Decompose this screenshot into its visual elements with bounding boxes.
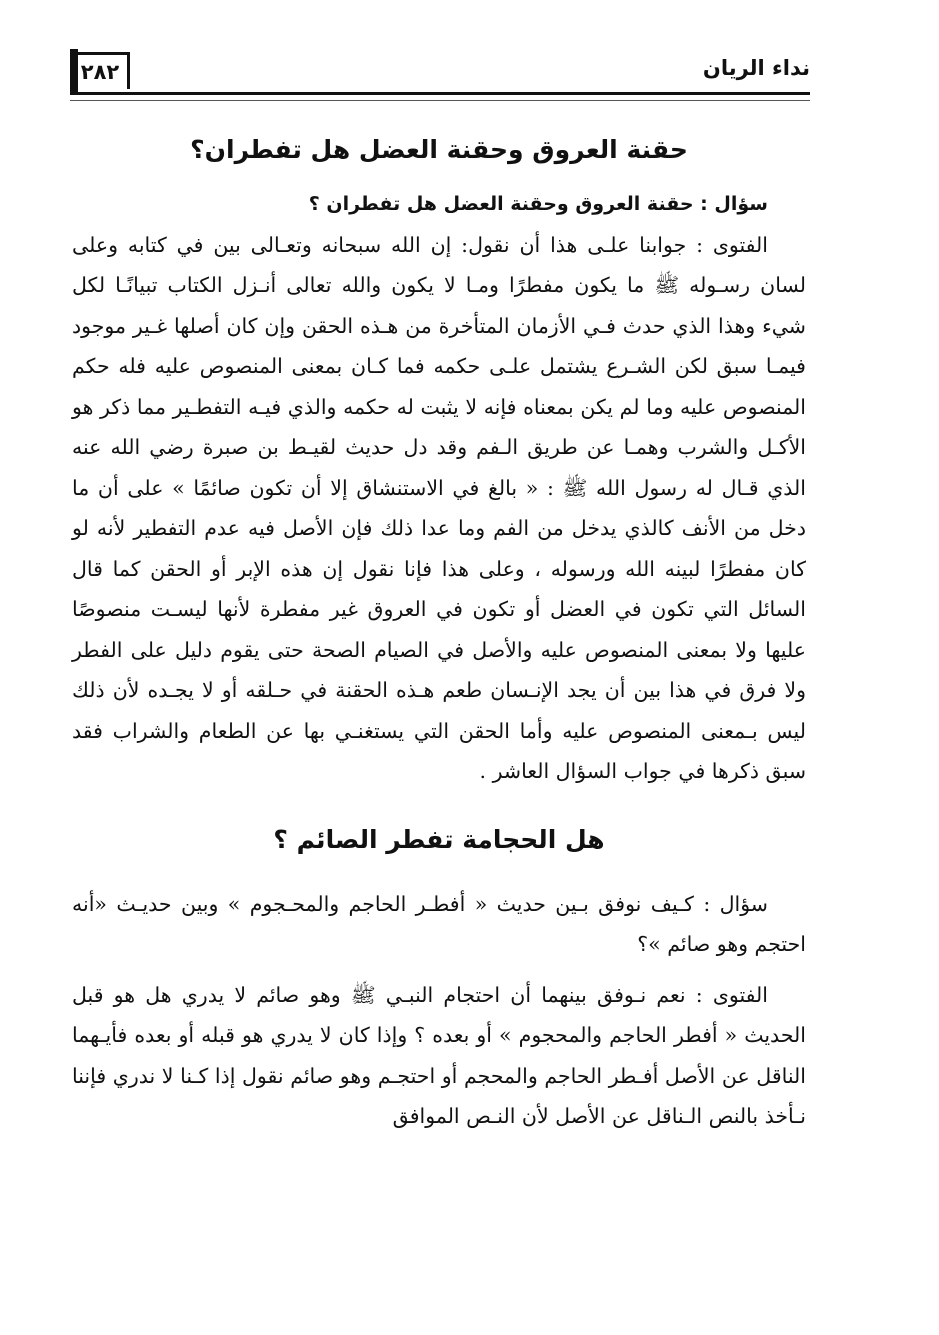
book-title: نداء الريان [702,56,810,80]
question-cupping: سؤال : كـيف نوفق بـين حديث « أفطـر الحاجم والمحـجوم » وبين حديـث «أنه احتجم وهو صائم »؟ [72,891,806,956]
page-body [72,124,806,1137]
page-header [70,46,810,98]
answer-injections: الفتوى : جوابنا علـى هذا أن نقول: إن الله سبحانه وتعـالى بين في كتابه وعلى لسان رسـوله ﷺ ما يكون مفطرًا ومـا لا يكون والله تعالى أنـزل الكتاب تبيانًـا لكل شيء وهذا الذي حدث فـي الأزمان المتأخرة من هـذه الحقن وإن كان أصلها غـير موجود فيمـا سبق لكن الشـرع يشتمل علـى حكمه فما كـان بمعنى المنصوص عليه فله حكم المنصوص عليه وما لم يكن بمعناه فإنه لا يثبت له حكمه والذي فيـه التفطـير مما ذكر هو الأكـل والشرب وهمـا عن طريق الـفم وقد دل حديث لقيـط بن صبرة رضي الله عنه الذي قـال له رسول الله ﷺ : « بالغ في الاستنشاق إلا أن تكون صائمًا » على أن ما دخل من الأنف كالذي يدخل من الفم وما عدا ذلك فإن الأصل فيه عدم التفطير لأنه لو كان مفطرًا لبينه الله ورسوله ، وعلى هذا فإنا نقول إن هذه الإبر أو الحقن كما قال السائل التي تكون في العضل أو تكون في العروق غير مفطرة لأنها ليسـت منصوصًا عليها ولا بمعنى المنصوص عليه والأصل في الصيام الصحة حتى يقوم دليل على الفطر ولا فرق في هذا بين أن يجد الإنـسان طعم هـذه الحقنة في حـلقه أو لا يجـده لأن ذلك ليس بـمعنى المنصوص عليه وأما الحقن التي يستغنـي بها عن الطعام والشراب فقد سبق ذكرها في جواب السؤال العاشر . [72,232,806,783]
page-number: ٢٨٢ [70,52,130,89]
section-title-injections: حقنة العروق وحقنة العضل هل تفطران؟ [190,135,688,164]
answer-cupping: الفتوى : نعم نـوفق بينهما أن احتجام النبـي ﷺ وهو صائم لا يدري هل هو قبل الحديث « أفطر الحاجم والمحجوم » أو بعده ؟ وإذا كان لا يدري هو قبله أو بعده فأيـهما الناقل عن الأصل أفـطر الحاجم والمحجم أو احتجـم وهو صائم نقول إذا كـنا لا ندري فإننا نـأخذ بالنص الـناقل عن الأصل لأن النـص الموافق [72,982,806,1128]
question-injections: سؤال : حقنة العروق وحقنة العضل هل تفطران ؟ [308,193,768,215]
section-title-cupping: هل الحجامة تفطر الصائم ؟ [273,824,605,854]
header-divider [70,92,810,101]
